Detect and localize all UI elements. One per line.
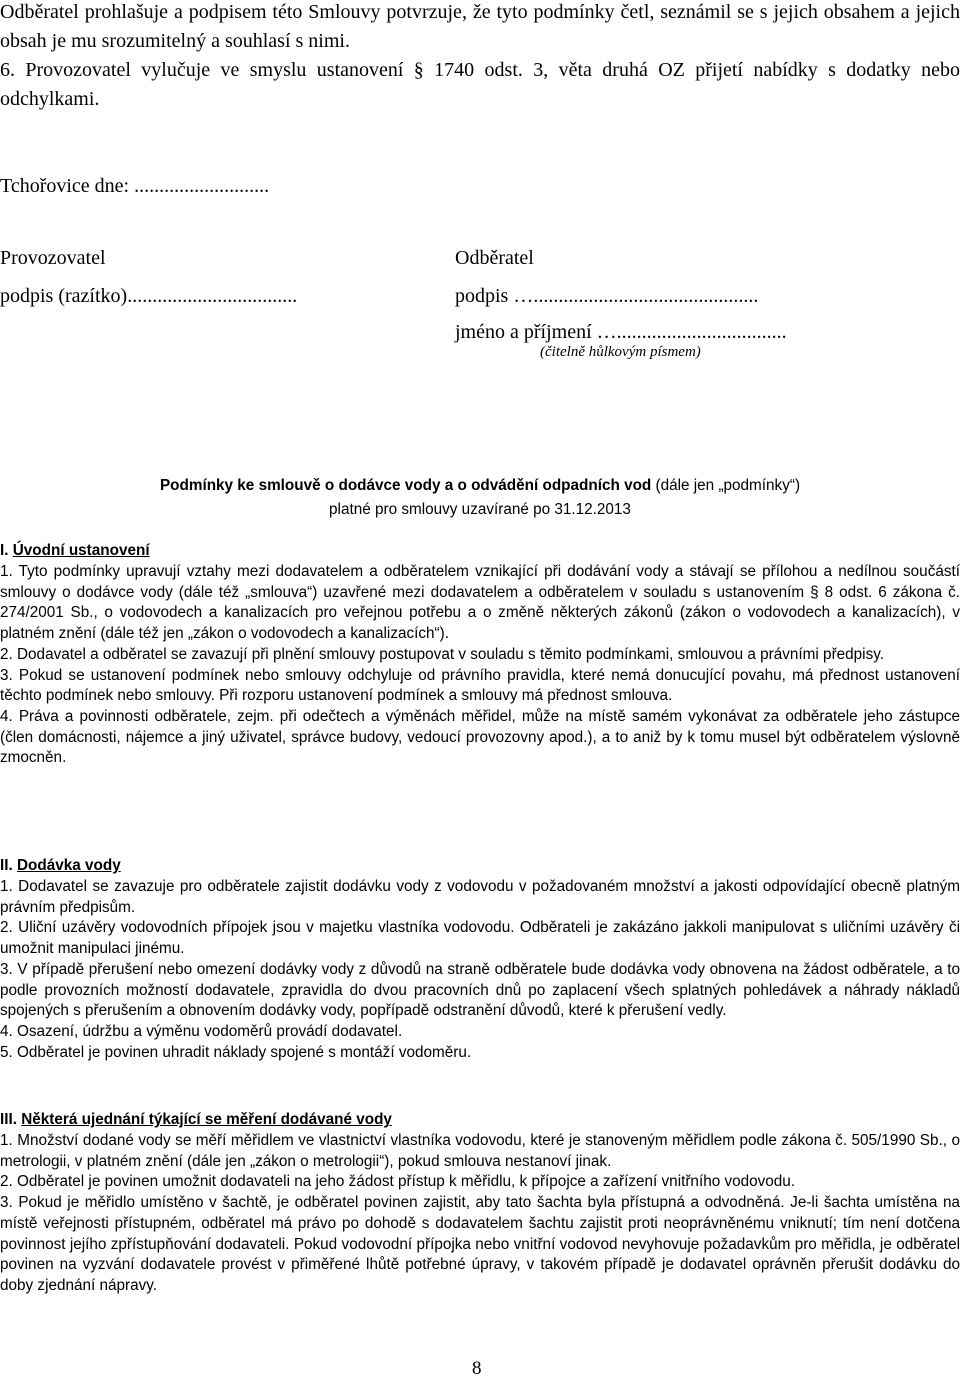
customer-signature-line: podpis …............................................. [455,285,759,307]
customer-name-line: jméno a příjmení ….................................. [455,321,787,343]
section-2-heading [0,856,960,877]
section-3-item: 2. Odběratel je povinen umožnit dodavateli na jeho žádost přístup k měřidlu, k přípojce a zařízení vnitřního vodovodu. [0,1173,796,1191]
section-1-heading [0,541,960,562]
section-1-item: 1. Tyto podmínky upravují vztahy mezi dodavatelem a odběratelem vznikající při dodávání vody a stávají se přílohou a nedílnou součástí smlouvy o dodávce vody (dále též „smlouva“) uzavřené mezi dodavatelem a odběratelem v souladu s ustanovením § 8 odst. 6 zákona č. 274/2001 Sb., o vodovodech a kanalizacích pro veřejnou potřebu a o změně některých zákonů (zákon o vodovodech a kanalizacích), v platném znění (dále též jen „zákon o vodovodech a kanalizacích“). [0,563,960,643]
section-3-title: Některá ujednání týkající se měření dodávané vody [21,1111,392,1128]
section-3-body [0,1131,960,1297]
section-1-item: 3. Pokud se ustanovení podmínek nebo smlouvy odchyluje od právního pravidla, které nemá donucující povahu, má přednost ustanovení těchto podmínek nebo smlouvy. Při rozporu ustanovení podmínek a smlouvy má přednost smlouva. [0,666,960,705]
customer-name-note: (čitelně hůlkovým písmem) [540,344,701,360]
section-1-title: Úvodní ustanovení [12,542,150,559]
document-subtitle: platné pro smlouvy uzavírané po 31.12.2013 [329,501,631,518]
section-1-number: I. [0,542,13,559]
place-date-line: Tchořovice dne: ........................... [0,175,270,197]
page-number: 8 [472,1358,482,1379]
section-1-body [0,562,960,769]
section-3-item: 1. Množství dodané vody se měří měřidlem ve vlastnictví vlastníka vodovodu, které je stanoveným měřidlem podle zákona č. 505/1990 Sb., o metrologii, v platném znění (dále jen „zákon o metrologii“), pokud smlouva nestanoví jinak. [0,1132,960,1170]
section-2-body [0,877,960,1063]
document-title [0,476,960,497]
document-title-bold: Podmínky ke smlouvě o dodávce vody a o odvádění odpadních vod [159,477,652,494]
intro-consent-text: Odběratel prohlašuje a podpisem této Smlouvy potvrzuje, že tyto podmínky četl, seznámil se s jejich obsahem a jejich obsah je mu srozumitelný a souhlasí s nimi. [0,1,960,52]
section-2-item: 3. V případě přerušení nebo omezení dodávky vody z důvodů na straně odběratele bude dodávka vody obnovena na žádost odběratele, a to podle provozních možností dodavatele, zpravidla do dvou pracovních dnů po zaplacení všech splatných pohledávek a náhrady nákladů spojených s přerušením a obnovením dodávky vody, popřípadě odstranění důvodů, které k přerušení vedly. [0,960,960,1020]
section-3-number: III. [0,1111,22,1128]
section-3-item: 3. Pokud je měřidlo umístěno v šachtě, je odběratel povinen zajistit, aby tato šachta byla přístupná a odvodněná. Je-li šachta umístěna na místě veřejnosti přístupném, odběratel má právo po dohodě s dodavatelem šachtu zajistit proti neoprávněnému vniknutí; tím není dotčena povinnost jejího zpřístupňování dodavateli. Pokud vodovodní přípojka nebo vnitřní vodovod nevyhovuje požadavkům pro měřidla, je odběratel povinen na vyzvání dodavatele provést v přiměřené lhůtě potřebné úpravy, v takovém případě je dodavatel oprávněn přerušit dodávku do doby zjednání nápravy. [0,1194,960,1294]
intro-clause-6-text: 6. Provozovatel vylučuje ve smyslu ustanovení § 1740 odst. 3, věta druhá OZ přijetí nabídky s dodatky nebo odchylkami. [0,59,960,110]
section-2-item: 4. Osazení, údržbu a výměnu vodoměrů provádí dodavatel. [0,1022,403,1040]
intro-paragraph-6 [0,56,960,113]
section-2-item: 5. Odběratel je povinen uhradit náklady spojené s montáží vodoměru. [0,1043,472,1061]
section-1-item: 2. Dodavatel a odběratel se zavazují při plnění smlouvy postupovat v souladu s těmito podmínkami, smlouvou a právními předpisy. [0,645,884,663]
customer-label: Odběratel [455,247,534,269]
section-2-item: 1. Dodavatel se zavazuje pro odběratele zajistit dodávku vody z vodovodu v požadovaném množství a jakosti odpovídající obecně platným právním předpisům. [0,878,960,916]
provider-label: Provozovatel [0,247,106,269]
section-1-item: 4. Práva a povinnosti odběratele, zejm. při odečtech a výměnách měřidel, může na místě samém vykonávat za odběratele jeho zástupce (člen domácnosti, nájemce a jiný uživatel, správce budovy, vedoucí provozovny apod.), a to aniž by k tomu musel být odběratelem výslovně zmocněn. [0,707,960,767]
section-2-item: 2. Uliční uzávěry vodovodních přípojek jsou v majetku vlastníka vodovodu. Odběrateli je zakázáno jakkoli manipulovat s uličními uzávěry či umožnit manipulaci jinému. [0,919,960,958]
provider-signature-line: podpis (razítko).................................. [0,285,298,307]
section-2-title: Dodávka vody [17,857,121,874]
document-title-suffix: (dále jen „podmínky“) [651,477,801,494]
section-3-heading [0,1110,960,1131]
intro-paragraph-consent [0,0,960,55]
section-2-number: II. [0,857,17,874]
